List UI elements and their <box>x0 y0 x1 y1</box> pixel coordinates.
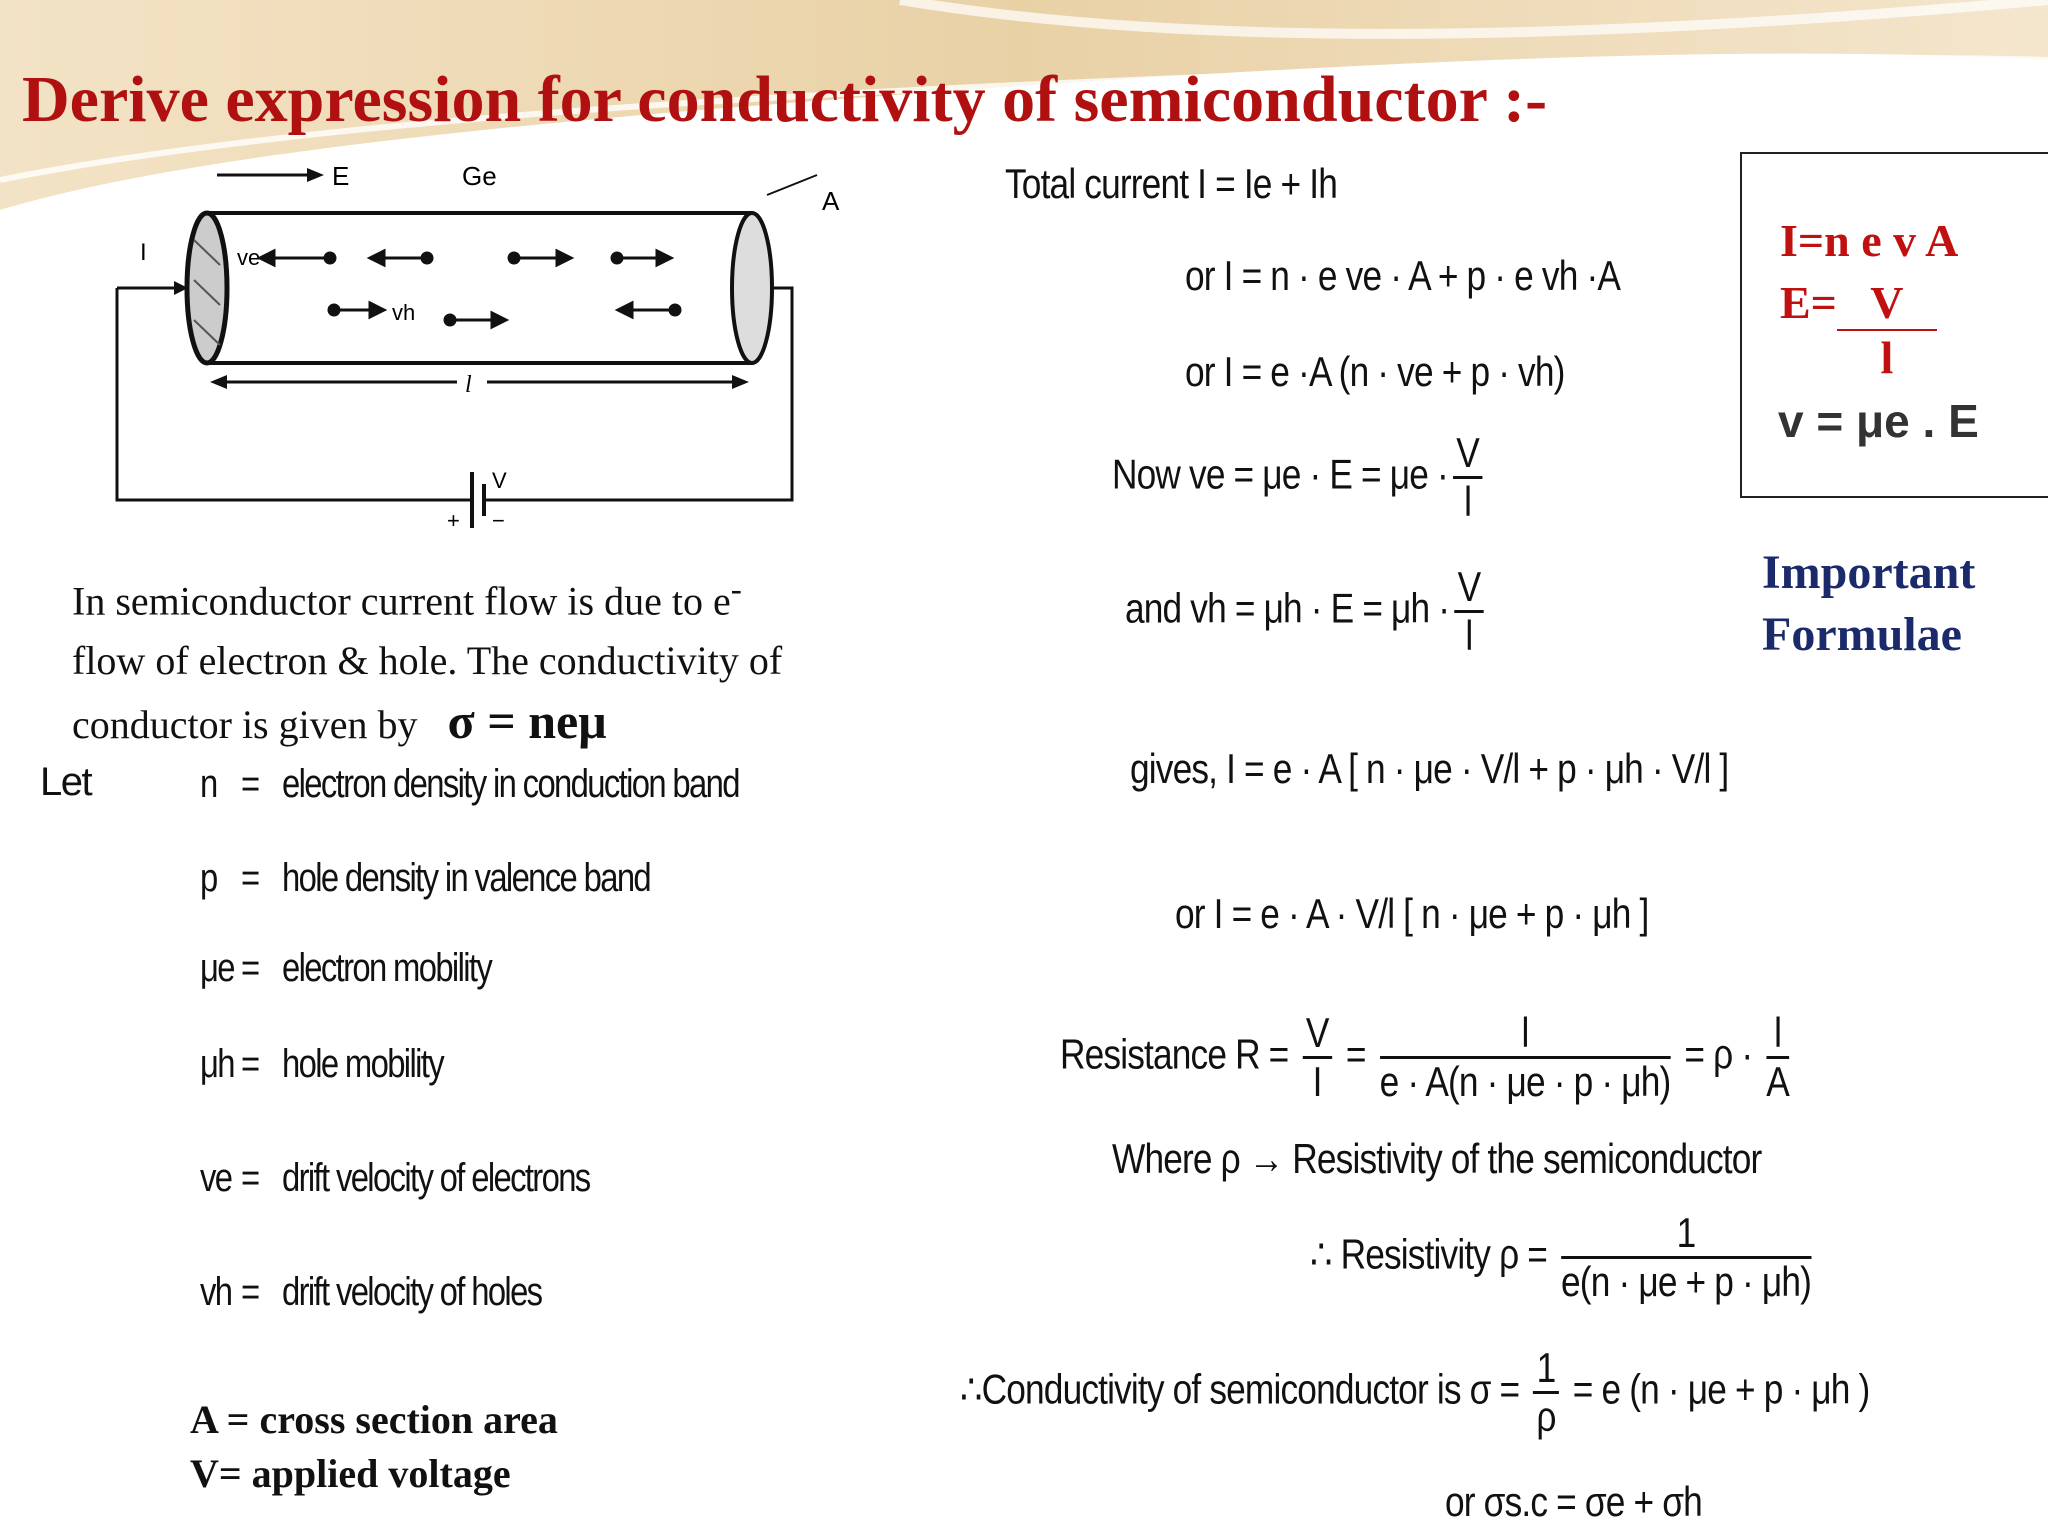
definition-row: vh = drift velocity of holes <box>200 1270 542 1314</box>
eq-resistivity: ∴ Resistivity ρ = $\frac{1}{e(n \cdot \mu e + p \cdot \mu h)}$ <box>1310 1209 1812 1305</box>
formula-current: I=n e v A <box>1780 215 1959 266</box>
important-formulae-label: Important Formulae <box>1762 546 1976 661</box>
eq-final: or σs.c = σe + σh <box>1445 1478 1702 1525</box>
intro-paragraph <box>72 560 932 755</box>
label-a: A <box>822 186 840 216</box>
definition-row: ve = drift velocity of electrons <box>200 1156 590 1200</box>
eq-and: and vh = μh · E = μh · $\frac{V}{l}$ <box>1125 564 1489 659</box>
label-i: I <box>140 239 147 266</box>
definition-row: μe = electron mobility <box>200 946 492 990</box>
label-l: l <box>465 372 472 398</box>
definition-row: μh = hole mobility <box>200 1042 443 1086</box>
label-minus: − <box>492 508 505 533</box>
eq-conductivity: ∴Conductivity of semiconductor is σ = $\frac{1}{\rho}$ = e (n · μe + p · μh ) <box>960 1344 1870 1440</box>
eq-step1: or I = n · e ve · A + p · e vh ·A <box>1185 252 1621 299</box>
formula-field: E= $\frac{V}{l}$ <box>1780 276 1937 384</box>
definition-row: p = hole density in valence band <box>200 856 651 900</box>
let-label: Let <box>40 760 92 804</box>
eq-resistance: Resistance R = $\frac{V}{I}$ = $\frac{l}{e \cdot A(n \cdot \mu e \cdot p \cdot \mu h)}$ = ρ · $\frac{l}{A}$ <box>1060 1009 1789 1105</box>
formula-velocity: v = μe . E <box>1778 395 1979 447</box>
eq-where: Where ρ → Resistivity of the semiconductor <box>1112 1135 1762 1182</box>
intro-sup: - <box>730 571 742 608</box>
intro-line-1: In semiconductor current flow is due to e <box>72 578 731 624</box>
intro-line-3: conductor is given by <box>72 702 418 748</box>
eq-now: Now ve = μe · E = μe · $\frac{V}{l}$ <box>1112 430 1487 525</box>
definition-row: n = electron density in conduction band <box>200 762 739 806</box>
label-plus: + <box>447 508 460 533</box>
eq-step2: or I = e ·A (n · ve + p · vh) <box>1185 348 1565 395</box>
voltage-definition: V= applied voltage <box>190 1451 511 1496</box>
intro-line-2: flow of electron & hole. The conductivity of <box>72 638 783 684</box>
label-vh: vh <box>392 300 416 325</box>
page-title: Derive expression for conductivity of semiconductor :- <box>22 63 1548 136</box>
eq-gives: gives, I = e · A [ n · μe · V/l + p · μh · V/l ] <box>1130 745 1729 792</box>
label-ge: Ge <box>462 161 497 191</box>
semiconductor-bar-diagram <box>52 150 932 550</box>
eq-or-i: or I = e · A · V/l [ n · μe + p · μh ] <box>1175 890 1649 937</box>
label-v: V <box>492 468 507 493</box>
label-e: E <box>332 161 350 191</box>
label-ve: ve <box>237 245 261 270</box>
area-definition: A = cross section area <box>190 1397 558 1442</box>
conductivity-formula: σ = neμ <box>447 693 607 750</box>
formula-box <box>1740 152 2048 498</box>
eq-total-current: Total current I = Ie + Ih <box>1005 160 1337 207</box>
